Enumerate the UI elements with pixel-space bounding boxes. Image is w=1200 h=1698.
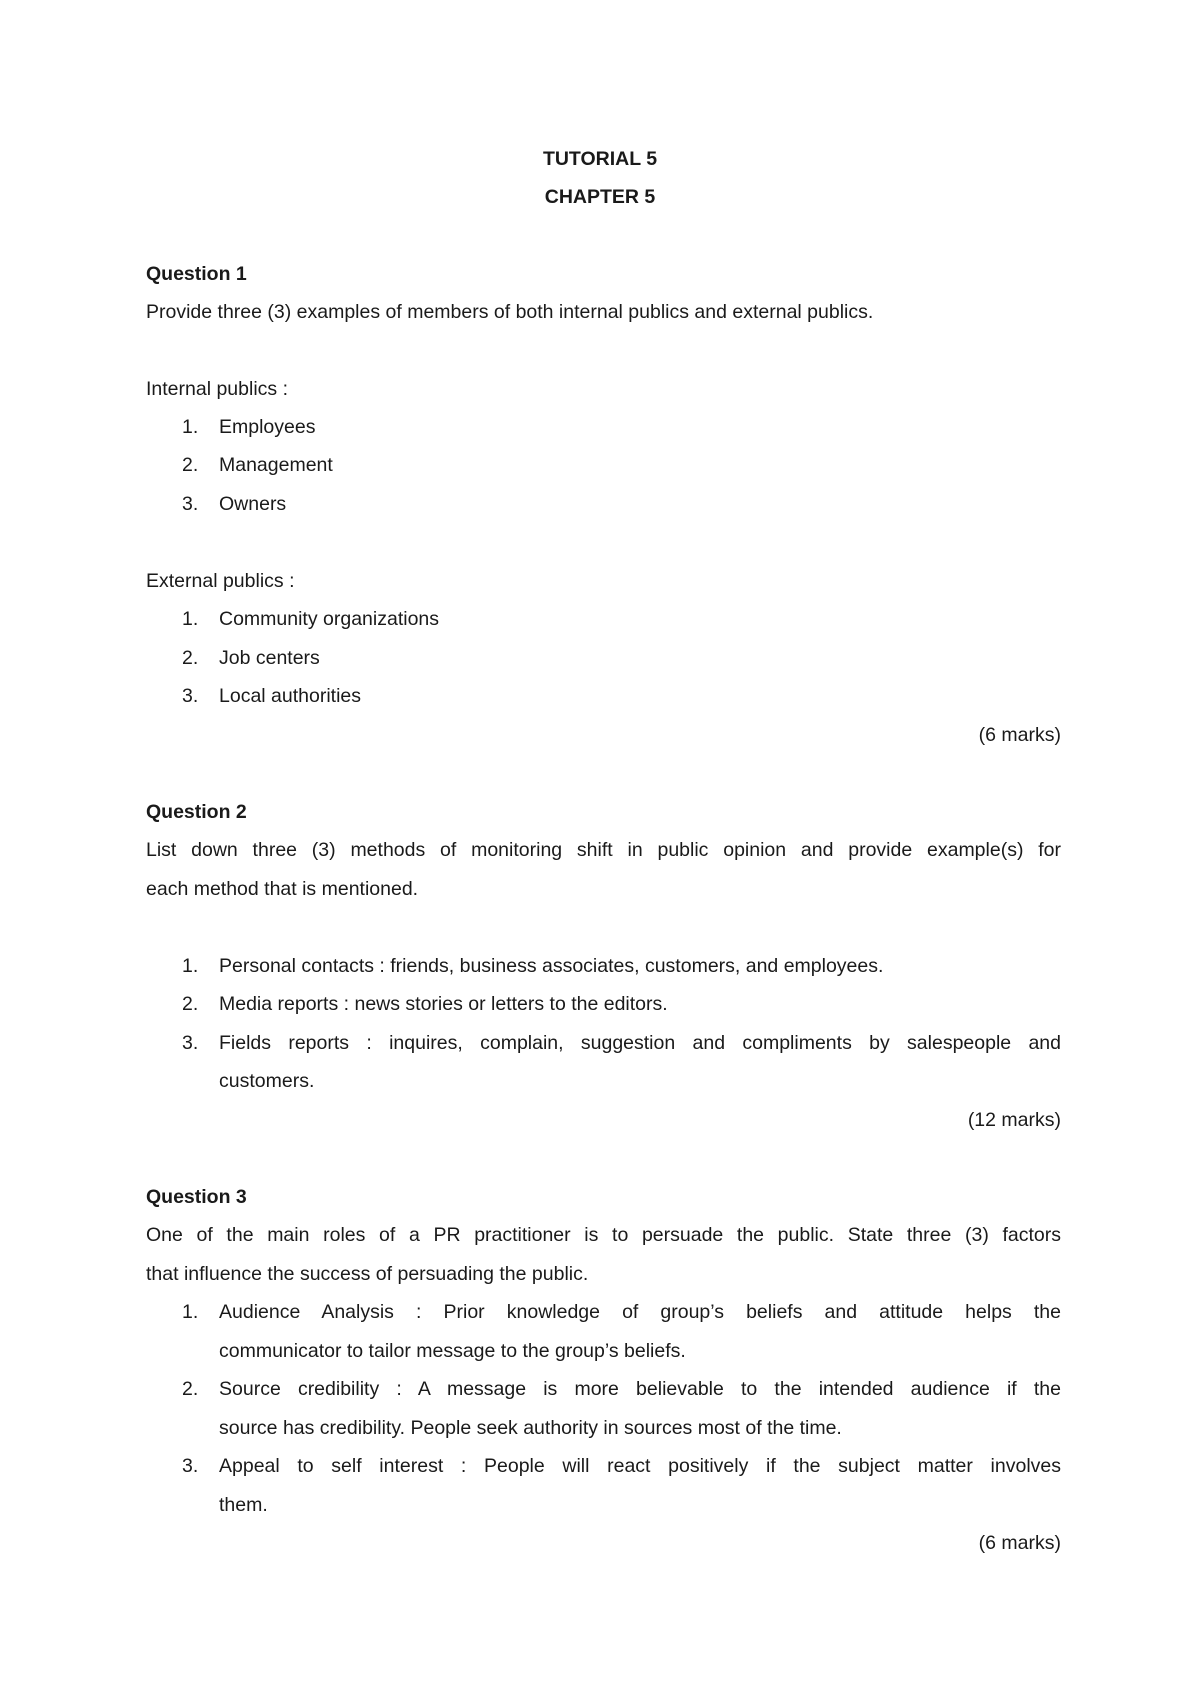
list-item-continuation [0, 1493, 1200, 1517]
list-item [0, 607, 1200, 631]
question-1-marks: (6 marks) [978, 724, 1061, 746]
question-2-title: Question 2 [146, 801, 247, 823]
question-3-prompt-line-2: that influence the success of persuading the public. [146, 1263, 589, 1285]
chapter-title: CHAPTER 5 [544, 186, 656, 208]
list-item-text: Fields reports : inquires, complain, suggestion and compliments by salespeople and [219, 1032, 1061, 1054]
list-item-text: Job centers [219, 647, 320, 669]
list-item [0, 492, 1200, 516]
list-item-text: customers. [219, 1070, 315, 1092]
list-number: 2. [182, 647, 199, 669]
list-item [0, 415, 1200, 439]
list-number: 3. [182, 1032, 199, 1054]
tutorial-title: TUTORIAL 5 [542, 148, 658, 170]
list-item-text: Appeal to self interest : People will react positively if the subject matter involves [219, 1455, 1061, 1477]
list-number: 1. [182, 416, 199, 438]
list-item [0, 992, 1200, 1016]
list-item [0, 453, 1200, 477]
list-number: 1. [182, 1301, 199, 1323]
list-number: 1. [182, 955, 199, 977]
list-number: 1. [182, 608, 199, 630]
list-item-text: Local authorities [219, 685, 362, 707]
question-1-prompt: Provide three (3) examples of members of both internal publics and external publics. [146, 301, 874, 323]
list-item-continuation [0, 1339, 1200, 1363]
question-3-title: Question 3 [146, 1186, 247, 1208]
list-item [0, 646, 1200, 670]
question-3-marks: (6 marks) [978, 1532, 1061, 1554]
list-item-text: communicator to tailor message to the group’s beliefs. [219, 1340, 686, 1362]
internal-publics-label: Internal publics : [146, 378, 288, 400]
list-number: 3. [182, 493, 199, 515]
list-item-text: Community organizations [219, 608, 440, 630]
external-publics-label: External publics : [146, 570, 295, 592]
list-item-text: them. [219, 1494, 268, 1516]
list-item-text: Audience Analysis : Prior knowledge of group’s beliefs and attitude helps the [219, 1301, 1061, 1323]
list-number: 2. [182, 1378, 199, 1400]
question-2-prompt-line-1: List down three (3) methods of monitoring shift in public opinion and provide example(s) for [146, 839, 1061, 861]
question-3-prompt-line-1: One of the main roles of a PR practitioner is to persuade the public. State three (3) factors [146, 1224, 1061, 1246]
list-item [0, 1377, 1200, 1401]
list-item [0, 1300, 1200, 1324]
list-item-text: Employees [219, 416, 316, 438]
list-item-text: Management [219, 454, 333, 476]
list-item [0, 684, 1200, 708]
list-number: 3. [182, 1455, 199, 1477]
list-item [0, 1031, 1200, 1055]
question-2-prompt-line-2: each method that is mentioned. [146, 878, 419, 900]
list-number: 3. [182, 685, 199, 707]
list-item-text: Source credibility : A message is more believable to the intended audience if the [219, 1378, 1061, 1400]
list-number: 2. [182, 993, 199, 1015]
question-1-title: Question 1 [146, 263, 247, 285]
list-item-text: source has credibility. People seek authority in sources most of the time. [219, 1417, 842, 1439]
list-item-continuation [0, 1416, 1200, 1440]
list-item-continuation [0, 1069, 1200, 1093]
list-item-text: Owners [219, 493, 287, 515]
list-item [0, 1454, 1200, 1478]
list-item-text: Personal contacts : friends, business associates, customers, and employees. [219, 955, 884, 977]
list-item-text: Media reports : news stories or letters to the editors. [219, 993, 668, 1015]
list-number: 2. [182, 454, 199, 476]
question-2-marks: (12 marks) [967, 1109, 1061, 1131]
list-item [0, 954, 1200, 978]
